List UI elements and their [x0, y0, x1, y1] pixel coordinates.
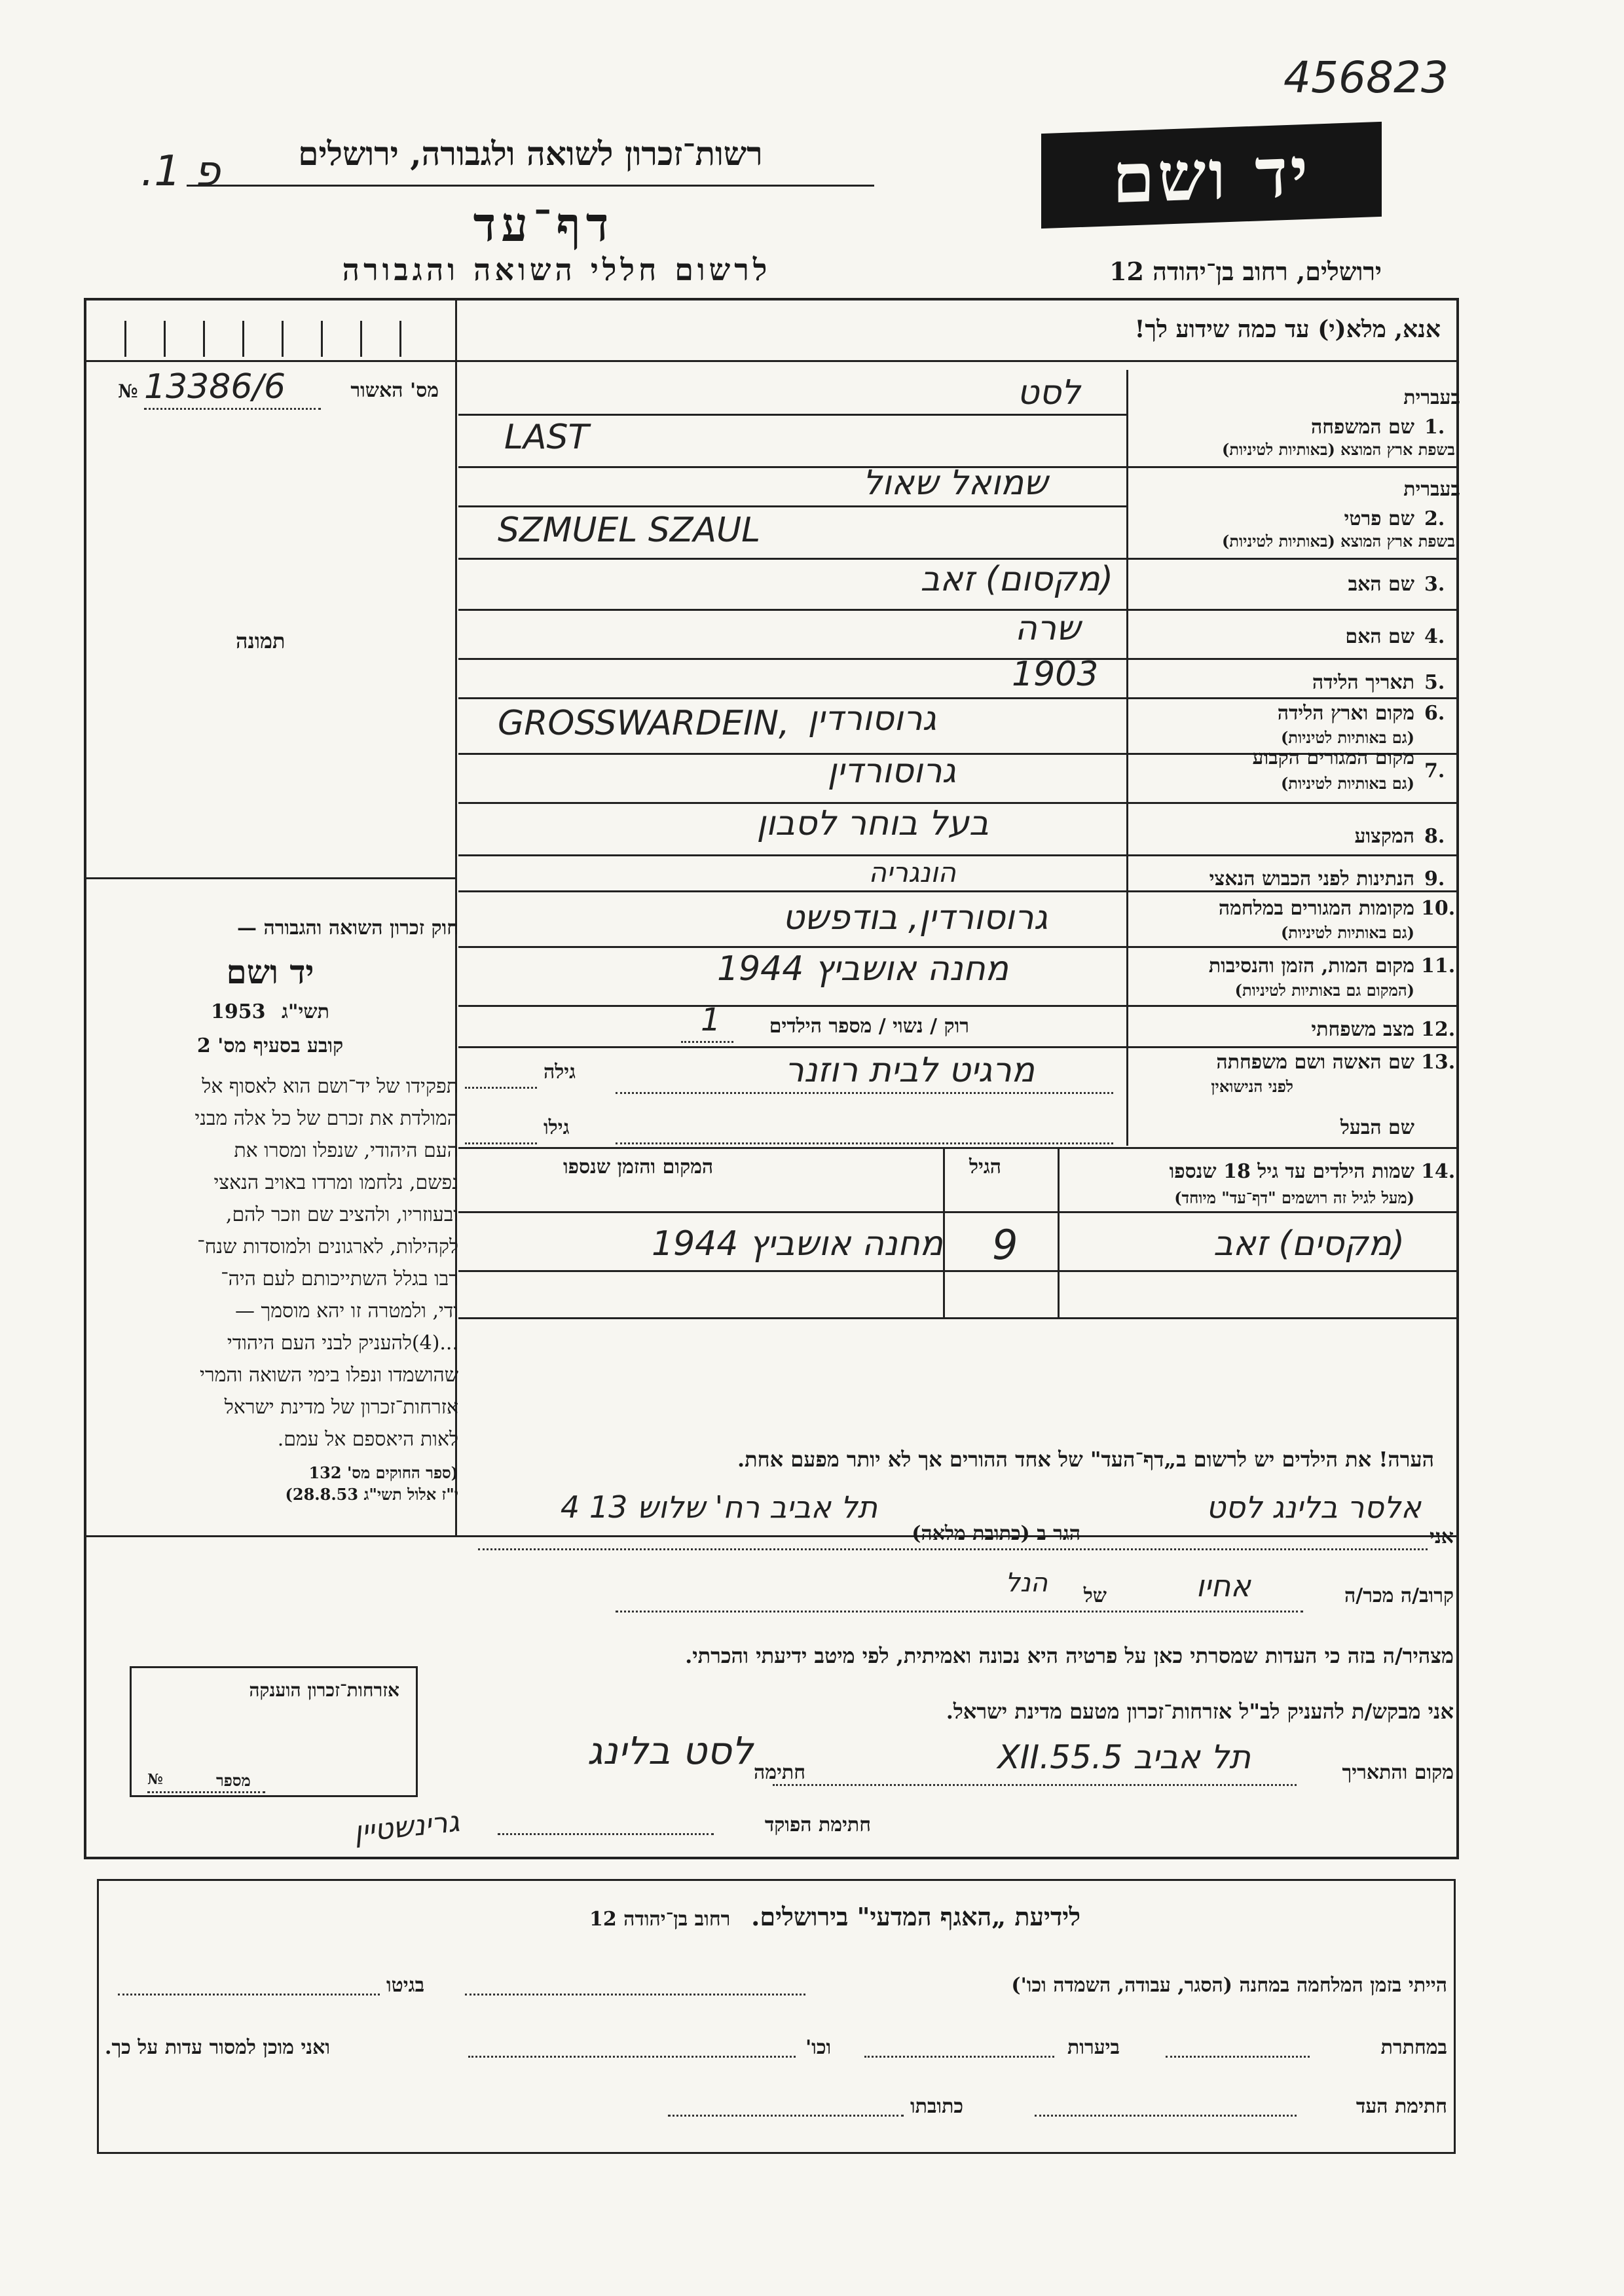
field-3-label: שם האב	[1348, 573, 1414, 596]
footer-line2-b: ביערות	[1067, 2036, 1120, 2059]
law-year	[85, 1000, 455, 1023]
field-8-value: בעל בוחר לסבון	[756, 804, 989, 843]
approval-value: 13386/6	[144, 367, 286, 407]
law-line: נפשם, נלחמו ומרדו באויב הנאצי	[213, 1171, 458, 1194]
field-1-sub: בשפת ארץ המוצא (באותיות לטיניות)	[1222, 440, 1455, 459]
field-11-label: מקום המות, הזמן והנסיבות	[1208, 955, 1414, 977]
field-12-label: מצב משפחתי	[1311, 1018, 1414, 1041]
husband-age-label: גילו	[544, 1116, 570, 1139]
law-line: המולדת את זכרם של כל אלה מבני	[194, 1107, 458, 1130]
field-4-label: שם האם	[1345, 625, 1414, 648]
decl-request-text: אני מבקש/ת להעניק לב"ל אזרחות־זכרון מטעם מדינת ישראל.	[946, 1699, 1454, 1724]
field-11-value: מחנה אושביץ 1944	[716, 949, 1008, 989]
field-1-number: 1.	[1424, 416, 1445, 439]
field-2-value-latin: SZMUEL SZAUL	[498, 511, 761, 550]
law-line: תפקידו של יד־ושם הוא לאסוף אל	[202, 1075, 458, 1098]
law-line: אזרחות־זכרון של מדינת ישראל	[224, 1396, 458, 1419]
approval-number-row	[98, 367, 452, 409]
field-4-value: שרה	[1014, 609, 1080, 648]
field-1-value-latin: LAST	[504, 418, 589, 457]
footer-line1-b: בגיטו	[386, 1974, 425, 1997]
field-4-number: 4.	[1424, 625, 1445, 648]
law-line: לקהילות, לארגונים ולמוסדות שנח־	[197, 1235, 458, 1258]
decl-officer-value: גרינשטיין	[352, 1804, 462, 1850]
decl-officer-label: חתימת הפוקד	[764, 1813, 871, 1836]
field-1-hebrew-tag: בעברית	[1403, 386, 1460, 409]
field-2-hebrew-tag: בעברית	[1403, 478, 1460, 501]
field-5-number: 5.	[1424, 671, 1445, 694]
field-2-sub: בשפת ארץ המוצא (באותיות לטיניות)	[1222, 532, 1455, 551]
field-10-sub: (גם באותיות לטיניות)	[1280, 923, 1414, 942]
approval-label: מס' האשור	[350, 379, 439, 402]
children-sub: (מעל לגיל זה רושמים "דף־עד" מיוחד)	[1174, 1188, 1414, 1207]
intro-text: אנא, מלא(י) עד כמה שידוע לך!	[1134, 316, 1441, 343]
children-col-age: הגיל	[969, 1156, 1002, 1178]
field-13-sub: לפני הנישואין	[1211, 1077, 1293, 1096]
decl-relation-value: אחיו	[1196, 1568, 1251, 1603]
field-7-number: 7.	[1424, 759, 1445, 782]
decl-declare-text: מצהיר/ה בזה כי העדות שמסרתי כאן על פרטיה היא נכונה ואמיתית, לפי מיטב ידיעתי והכרתי.	[685, 1643, 1454, 1668]
field-13-value: מרגיט לבית רוזנר	[784, 1051, 1035, 1090]
footer-line2-d: ואני מוכן למסור עדות על כך.	[105, 2036, 331, 2059]
husband-label: שם הבעל	[1340, 1116, 1414, 1139]
decl-of-label: של	[1083, 1584, 1107, 1607]
decl-resides-label: הגר ב (כתובת מלאה)	[912, 1522, 1080, 1545]
law-line: לאות היאספם אל עמם.	[277, 1428, 458, 1451]
citizenship-no-prefix: №	[147, 1771, 163, 1788]
label-column-divider	[1126, 370, 1128, 1146]
footer-line3-b: כתובתו	[910, 2095, 964, 2118]
field-9-number: 9.	[1424, 867, 1445, 890]
field-13-label: שם האשה ושם משפחתה	[1216, 1051, 1414, 1074]
field-6-value-he: גרוסורדין	[807, 699, 936, 738]
field-8-label: המקצוע	[1354, 825, 1414, 848]
field-11-sub: (המקום גם באותיות לטיניות)	[1234, 981, 1414, 1000]
footer-title	[458, 1902, 1211, 1932]
form-subtitle: לרשום חללי השואה והגבורה	[342, 252, 771, 287]
decl-relative-label: קרוב/ה מכר/ה	[1344, 1584, 1454, 1607]
approval-no-prefix: №	[118, 380, 138, 402]
decl-name-value: אלסר בלינג לסט	[1206, 1489, 1421, 1525]
tick-strip	[85, 308, 455, 360]
logo-text: יד ושם	[1112, 131, 1311, 219]
citizenship-number-label: מספר	[216, 1771, 251, 1790]
field-2-number: 2.	[1424, 507, 1445, 530]
field-8-number: 8.	[1424, 825, 1445, 848]
field-6-label: מקום וארץ הלידה	[1277, 702, 1414, 725]
corner-mark: פ 1.	[141, 147, 221, 196]
field-11-number: 11.	[1421, 955, 1456, 977]
law-line: העם היהודי, שנפלו ומסרו את	[234, 1139, 458, 1162]
field-7-sub: (גם באותיות לטיניות)	[1280, 774, 1414, 793]
yad-vashem-logo	[1041, 122, 1382, 228]
decl-address-value: תל אביב רח' שלוש 13 4	[560, 1489, 877, 1525]
children-number: 14.	[1421, 1160, 1456, 1183]
file-number: 456823	[1283, 52, 1449, 103]
field-12-children: 1	[701, 1002, 721, 1038]
decl-of-value: הנל	[1005, 1568, 1048, 1598]
field-9-value: הונגריה	[868, 856, 956, 888]
footer-line1-a: הייתי בזמן המלחמה במחנה (הסגר, עבודה, השמדה וכו')	[1011, 1974, 1447, 1997]
decl-signature-value: לסט בלינג	[587, 1728, 753, 1773]
field-6-number: 6.	[1424, 702, 1445, 725]
footer-line2-c: וכו'	[805, 2036, 832, 2059]
form-title: דף־עד	[473, 196, 614, 252]
field-2-value-he: שמואל שאול	[862, 464, 1048, 503]
children-label: שמות הילדים עד גיל 18 שנספו	[1169, 1160, 1414, 1183]
decl-ani-prefix: אני	[1430, 1525, 1454, 1548]
children-col-place: המקום והזמן שנספו	[563, 1156, 714, 1178]
field-10-number: 10.	[1421, 897, 1456, 920]
field-1-value-he: לסט	[1016, 373, 1080, 412]
law-line: ...(4)להעניק לבני העם היהודי	[227, 1332, 458, 1355]
field-5-value: 1903	[1012, 655, 1099, 694]
header-address: ירושלים, רחוב בן־יהודה 12	[1109, 257, 1382, 286]
field-10-value: גרוסורדין, בודפשט	[782, 898, 1048, 938]
law-title: חוק זכרון השואה והגבורה —	[237, 917, 458, 939]
law-section: קובע בסעיף מס' 2	[196, 1034, 344, 1057]
law-line: ובעוזריו, ולהציב שם וזכר להם,	[225, 1203, 458, 1226]
field-7-label: מקום המגורים הקבוע	[1252, 746, 1414, 769]
citizenship-title: אזרחות־זכרון הוענקה	[249, 1679, 399, 1701]
law-line: שהושמדו ונפלו בימי השואה והמרי	[199, 1364, 458, 1387]
law-year-he: תשי"ג	[282, 1000, 329, 1023]
field-3-number: 3.	[1424, 573, 1445, 596]
field-3-value: (מקסום) זאב	[920, 560, 1113, 599]
field-9-label: הנתינות לפני הכבוש הנאצי	[1209, 867, 1414, 890]
law-line: ודי, ולמטרה זו יהא מוסמך —	[234, 1300, 458, 1322]
law-year-num: 1953	[211, 1000, 266, 1023]
law-line: רבו בגלל השתייכותם לעם היה־	[221, 1267, 458, 1290]
child-1-age: 9	[992, 1221, 1018, 1269]
field-6-sub: (גם באותיות לטיניות)	[1280, 728, 1414, 747]
child-1-place: מחנה אושביץ 1944	[651, 1224, 943, 1264]
note-text: הערה! את הילדים יש לרשום ב„דף־העד" של אחד ההורים אך לא יותר מפעם אחת.	[737, 1447, 1434, 1472]
decl-place-date-label: מקום והתאריך	[1342, 1761, 1454, 1784]
decl-signature-label: חתימה	[754, 1761, 805, 1784]
authority-underline	[187, 185, 874, 187]
footer-address: רחוב בן־יהודה 12	[589, 1908, 731, 1931]
decl-place-date-value: תל אביב 5.XII.55	[997, 1738, 1251, 1776]
authority-name: רשות־זכרון לשואה ולגבורה, ירושלים	[298, 134, 763, 173]
field-10-label: מקומות המגורים במלחמה	[1218, 897, 1414, 920]
footer-title-text: לידיעת „האגף המדעי" בירושלים.	[751, 1902, 1081, 1931]
footer-line2-a: במחתרת	[1380, 2036, 1447, 2059]
field-7-value: גרוסורדין	[827, 752, 956, 791]
law-name: יד ושם	[226, 953, 314, 991]
law-ref-2: י"ז אלול תשי"ג 28.8.53)	[285, 1485, 458, 1504]
photo-label: תמונה	[236, 629, 286, 653]
field-12-number: 12.	[1421, 1018, 1456, 1041]
law-body	[92, 1070, 458, 1455]
field-5-label: תאריך הלידה	[1312, 671, 1414, 694]
field-1-label: שם המשפחה	[1310, 416, 1414, 439]
law-ref-1: (ספר החוקים מס' 132	[308, 1463, 458, 1482]
field-13-number: 13.	[1421, 1051, 1456, 1074]
field-13-age-label: גילה	[544, 1061, 576, 1084]
field-2-label: שם פרטי	[1344, 507, 1414, 530]
footer-line3-a: חתימת העד	[1356, 2095, 1447, 2118]
field-12-options: רוק / נשוי / מספר הילדים	[769, 1015, 969, 1038]
child-1-name: (מקסים) זאב	[1213, 1224, 1405, 1264]
field-6-value-latin: GROSSWARDEIN,	[498, 704, 790, 743]
